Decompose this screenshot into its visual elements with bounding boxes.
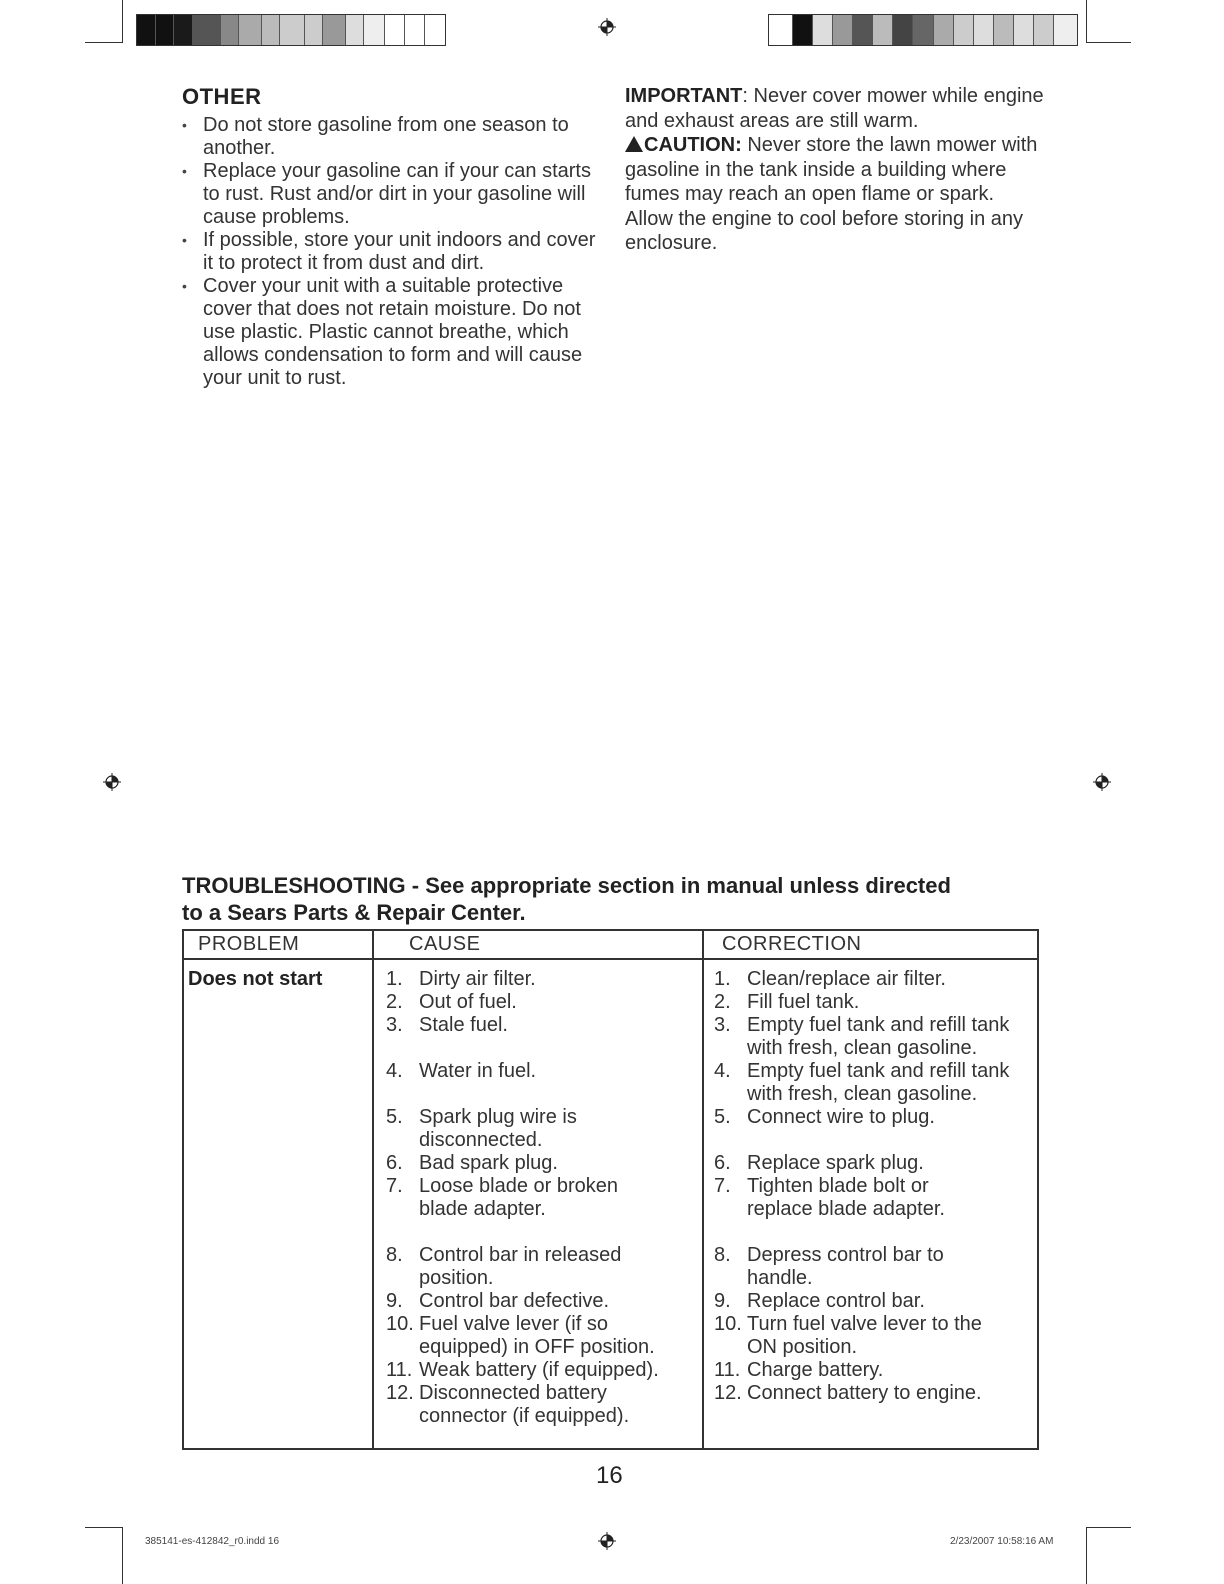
problem-cell <box>183 959 373 1449</box>
important-paragraph <box>625 84 1045 133</box>
troubleshooting-title-line-1: TROUBLESHOOTING - See appropriate section in manual unless directed <box>182 873 951 898</box>
important-text: : Never cover mower while engine and exhaust areas are still warm. <box>625 85 1044 132</box>
cause-item: 2. Out of fuel. <box>386 991 517 1013</box>
correction-item: 11. Charge battery. <box>714 1359 884 1381</box>
other-bullet-4: • Cover your unit with a suitable protective cover that does not retain moisture. Do not use plastic. Plastic cannot breathe, which allows condensation to form and will cause your unit to rust. <box>182 275 602 390</box>
problem-text: Does not start <box>188 968 323 990</box>
header-correction: CORRECTION <box>703 930 1038 959</box>
troubleshooting-title-line-2: to a Sears Parts & Repair Center. <box>182 900 526 925</box>
correction-item: 12. Connect battery to engine. <box>714 1382 982 1404</box>
correction-item: 6. Replace spark plug. <box>714 1152 924 1174</box>
caution-paragraph <box>625 133 1045 256</box>
correction-item: 9. Replace control bar. <box>714 1290 925 1312</box>
table-header-row <box>183 930 1038 959</box>
footer-timestamp: 2/23/2007 10:58:16 AM <box>950 1536 1054 1547</box>
warning-triangle-icon <box>625 136 643 152</box>
caution-label: CAUTION: <box>644 134 742 156</box>
page-number: 16 <box>596 1462 623 1489</box>
cause-item: 1. Dirty air filter. <box>386 968 536 990</box>
correction-list <box>714 968 1036 1405</box>
crop-mark-bottom-right-h <box>1086 1527 1131 1528</box>
cause-item: 7. Loose blade or broken blade adapter. <box>386 1175 619 1220</box>
other-section <box>182 84 602 390</box>
cause-item: 9. Control bar defective. <box>386 1290 610 1312</box>
registration-mark-left-icon <box>103 773 121 791</box>
correction-item: 1. Clean/replace air filter. <box>714 968 946 990</box>
color-bar-left <box>136 14 446 46</box>
cause-item: 3. Stale fuel. <box>386 1014 508 1036</box>
crop-mark-top-left-h <box>85 42 123 43</box>
correction-item: 5. Connect wire to plug. <box>714 1106 935 1128</box>
troubleshooting-title <box>182 872 1062 926</box>
cause-item: 6. Bad spark plug. <box>386 1152 558 1174</box>
header-cause: CAUSE <box>373 930 703 959</box>
footer-filename: 385141-es-412842_r0.indd 16 <box>145 1536 279 1547</box>
crop-mark-bottom-left-v <box>122 1527 123 1584</box>
crop-mark-top-right-h <box>1086 42 1131 43</box>
correction-item: 8. Depress control bar to handle. <box>714 1244 944 1289</box>
table-row <box>183 959 1038 1449</box>
cause-list <box>386 968 701 1428</box>
registration-mark-top-icon <box>598 18 616 36</box>
cause-item: 11. Weak battery (if equipped). <box>386 1359 659 1381</box>
registration-mark-bottom-icon <box>598 1532 616 1550</box>
correction-item: 7. Tighten blade bolt or replace blade adapter. <box>714 1175 945 1220</box>
other-bullet-list <box>182 114 602 390</box>
header-problem: PROBLEM <box>183 930 373 959</box>
caution-text: Never store the lawn mower with gasoline in the tank inside a building where fumes may reach an open flame or spark. Allow the engine to cool before storing in any enclosure. <box>625 134 1038 254</box>
cause-cell <box>373 959 703 1449</box>
crop-mark-top-left-v <box>122 0 123 42</box>
cause-item: 4. Water in fuel. <box>386 1060 537 1082</box>
registration-mark-right-icon <box>1093 773 1111 791</box>
other-bullet-1: • Do not store gasoline from one season to another. <box>182 114 602 160</box>
correction-item: 10. Turn fuel valve lever to the ON position. <box>714 1313 982 1358</box>
cause-item: 8. Control bar in released position. <box>386 1244 622 1289</box>
correction-cell <box>703 959 1038 1449</box>
notice-section <box>625 84 1045 256</box>
other-bullet-2: • Replace your gasoline can if your can starts to rust. Rust and/or dirt in your gasoline will cause problems. <box>182 160 602 229</box>
crop-mark-bottom-right-v <box>1086 1527 1087 1584</box>
crop-mark-bottom-left-h <box>85 1527 123 1528</box>
cause-item: 5. Spark plug wire is disconnected. <box>386 1106 577 1151</box>
important-label: IMPORTANT <box>625 85 743 107</box>
cause-item: 12. Disconnected battery connector (if equipped). <box>386 1382 630 1427</box>
other-heading: OTHER <box>182 84 262 109</box>
crop-mark-top-right-v <box>1086 0 1087 42</box>
correction-item: 2. Fill fuel tank. <box>714 991 860 1013</box>
correction-item: 4. Empty fuel tank and refill tank with fresh, clean gasoline. <box>714 1060 1010 1105</box>
troubleshooting-table <box>182 929 1039 1450</box>
color-bar-right <box>768 14 1078 46</box>
correction-item: 3. Empty fuel tank and refill tank with fresh, clean gasoline. <box>714 1014 1010 1059</box>
other-bullet-3: • If possible, store your unit indoors and cover it to protect it from dust and dirt. <box>182 229 602 275</box>
cause-item: 10. Fuel valve lever (if so equipped) in OFF position. <box>386 1313 655 1358</box>
